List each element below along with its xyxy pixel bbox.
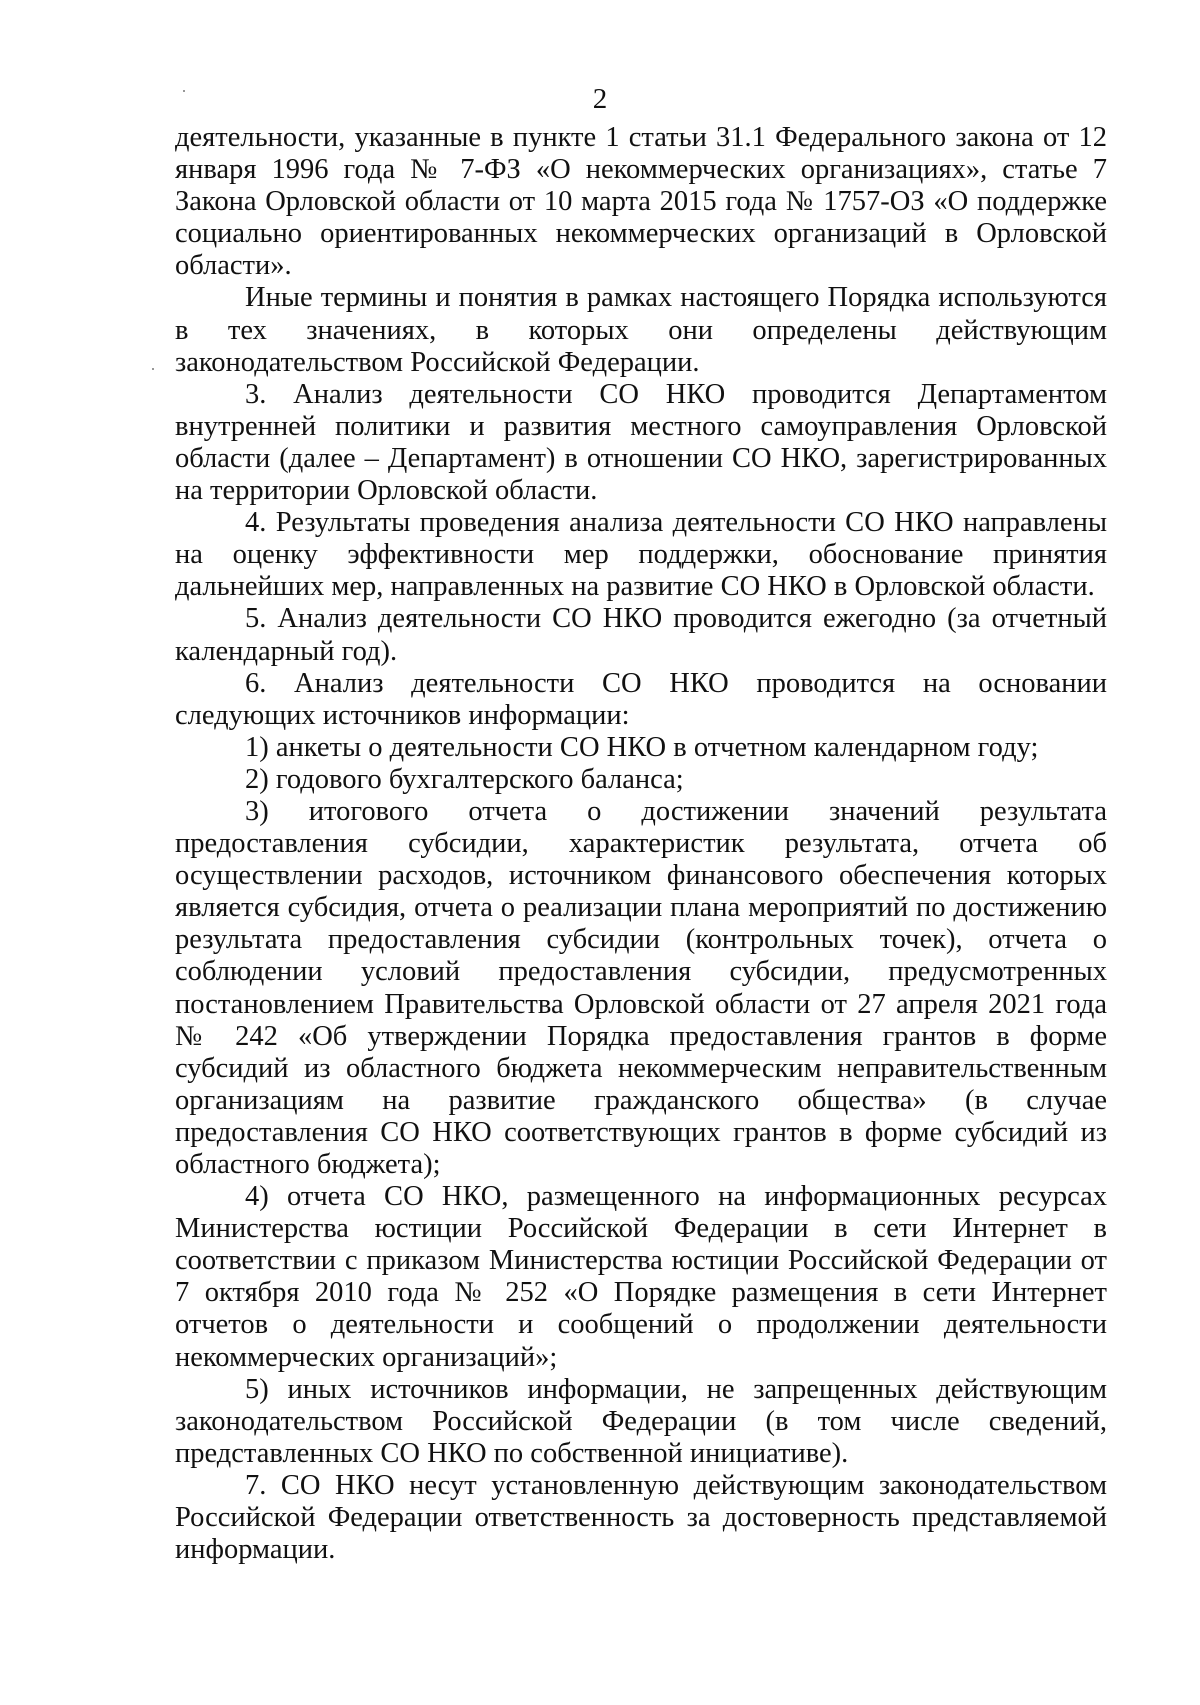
paragraph-other-terms: Иные термины и понятия в рамках настоящего Порядка используются в тех значениях, в которых они определены действующим законодательством Российской Федерации. bbox=[175, 282, 1107, 378]
list-item-1: 1) анкеты о деятельности СО НКО в отчетном календарном году; bbox=[245, 731, 1039, 763]
page-number: 2 bbox=[592, 83, 608, 115]
paragraph-item-4: 4. Результаты проведения анализа деятельности СО НКО направлены на оценку эффективности мер поддержки, обоснование принятия дальнейших мер, направленных на развитие СО НКО в Орловской области. bbox=[175, 507, 1107, 603]
paragraph-item-5: 5. Анализ деятельности СО НКО проводится ежегодно (за отчетный календарный год). bbox=[175, 603, 1107, 667]
list-item-2: 2) годового бухгалтерского баланса; bbox=[245, 763, 684, 795]
list-item-4: 4) отчета СО НКО, размещенного на информационных ресурсах Министерства юстиции Российской Федерации в сети Интернет в соответствии с приказом Министерства юстиции Российской Федерации от 7 октября 2010 года № 252 «О Порядке размещения в сети Интернет отчетов о деятельности и сообщений о продолжении деятельности некоммерческих организаций»; bbox=[175, 1181, 1107, 1373]
list-item-5: 5) иных источников информации, не запрещенных действующим законодательством Российской Федерации (в том числе сведений, представленных СО НКО по собственной инициативе). bbox=[175, 1373, 1107, 1469]
scan-speck bbox=[152, 368, 154, 370]
document-body bbox=[175, 122, 1107, 1566]
paragraph-item-3: 3. Анализ деятельности СО НКО проводится Департаментом внутренней политики и развития местного самоуправления Орловской области (далее – Департамент) в отношении СО НКО, зарегистрированных на территории Орловской области. bbox=[175, 378, 1107, 507]
paragraph-item-7: 7. СО НКО несут установленную действующим законодательством Российской Федерации ответственность за достоверность представляемой информации. bbox=[175, 1469, 1107, 1566]
paragraph-item-6: 6. Анализ деятельности СО НКО проводится на основании следующих источников информации: bbox=[175, 667, 1107, 731]
list-item-3: 3) итогового отчета о достижении значений результата предоставления субсидии, характеристик результата, отчета об осуществлении расходов, источником финансового обеспечения которых является субсидия, отчета о реализации плана мероприятий по достижению результата предоставления субсидии (контрольных точек), отчета о соблюдении условий предоставления субсидии, предусмотренных постановлением Правительства Орловской области от 27 апреля 2021 года № 242 «Об утверждении Порядка предоставления грантов в форме субсидий из областного бюджета некоммерческим неправительственным организациям на развитие гражданского общества» (в случае предоставления СО НКО соответствующих грантов в форме субсидий из областного бюджета); bbox=[175, 795, 1107, 1180]
paragraph-definitions-continued: деятельности, указанные в пункте 1 статьи 31.1 Федерального закона от 12 января 1996 года № 7-ФЗ «О некоммерческих организациях», статье 7 Закона Орловской области от 10 марта 2015 года № 1757-ОЗ «О поддержке социально ориентированных некоммерческих организаций в Орловской области». bbox=[175, 122, 1107, 282]
